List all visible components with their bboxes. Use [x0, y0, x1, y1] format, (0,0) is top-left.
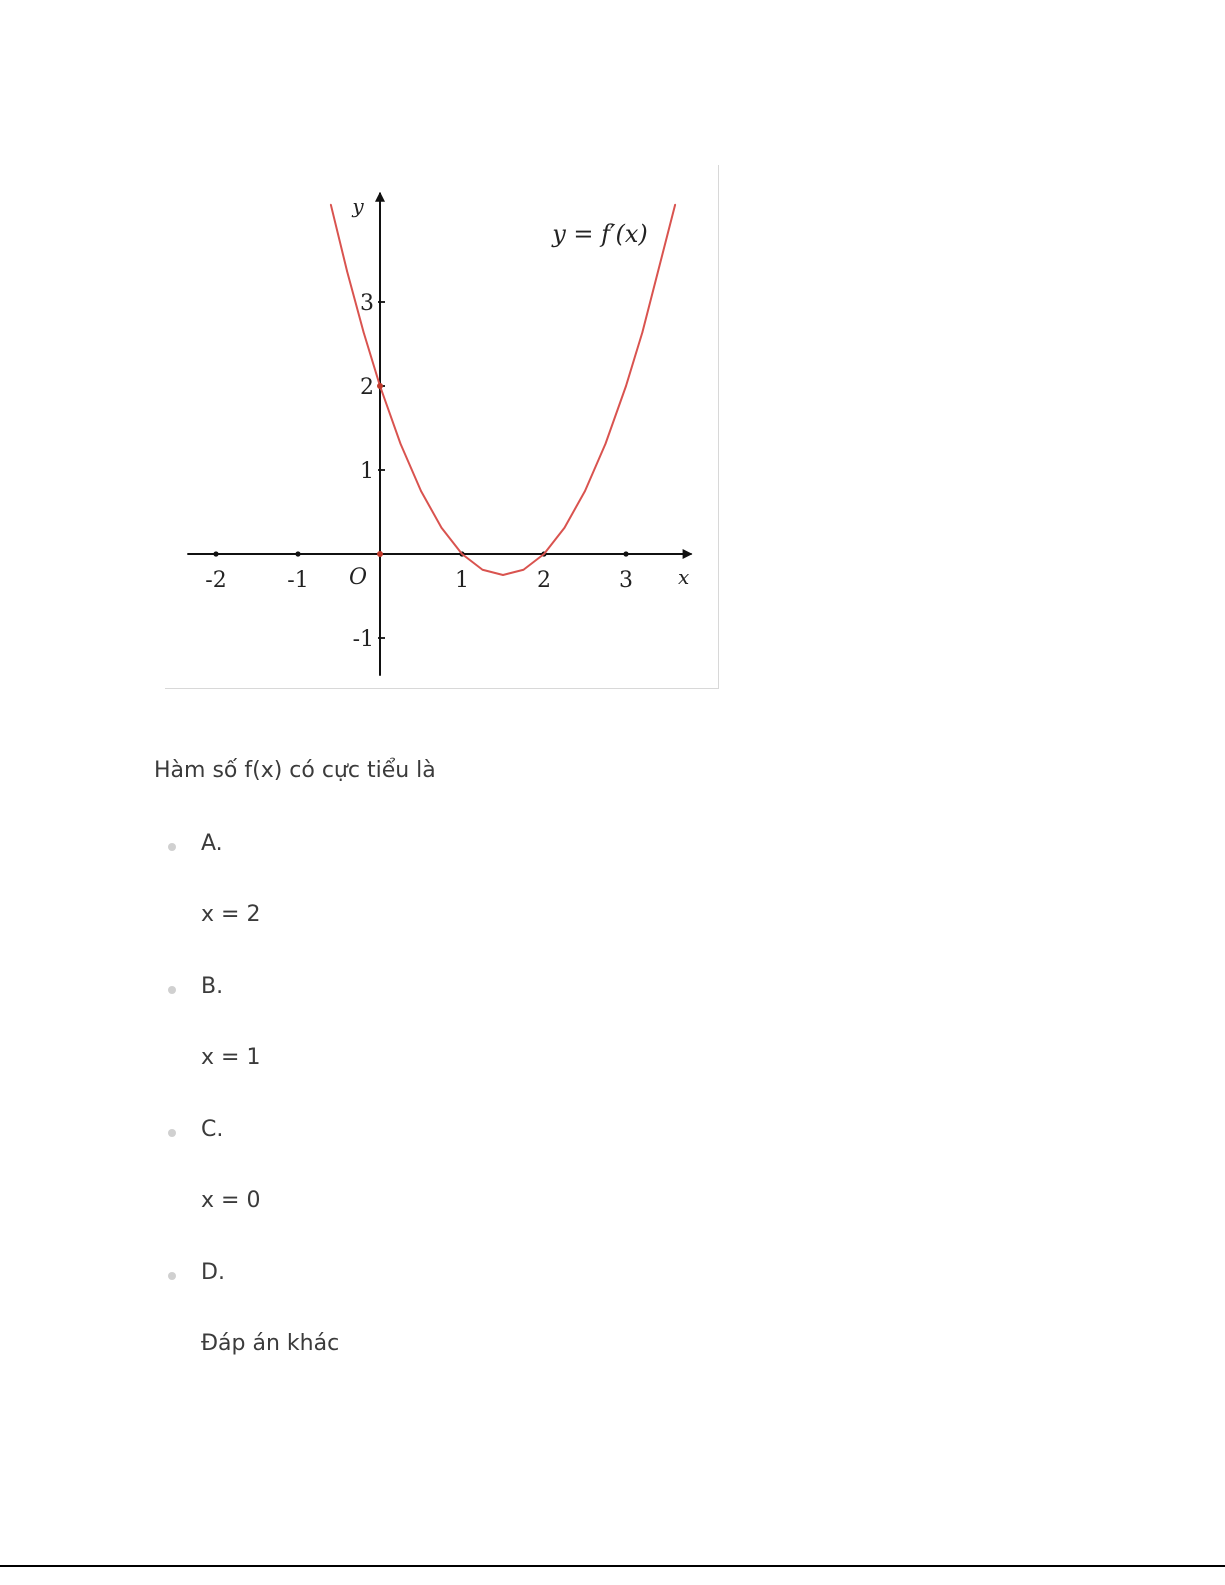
option-b-label: B.: [201, 974, 224, 999]
bullet-icon: [168, 1129, 176, 1137]
bullet-icon: [168, 843, 176, 851]
origin-point: [377, 551, 383, 557]
derivative-graph: [165, 165, 720, 690]
curve-point: [346, 271, 348, 273]
option-d-text: Đáp án khác: [201, 1331, 340, 1356]
x-tick-mark: [295, 551, 300, 556]
curve-point: [400, 443, 402, 445]
y-tick-label: 1: [360, 459, 374, 484]
option-c-text: x = 0: [201, 1188, 261, 1213]
curve-point: [642, 331, 644, 333]
x-tick-label: 1: [455, 568, 469, 593]
y-intercept-point: [377, 383, 383, 389]
origin-label: O: [348, 565, 368, 590]
question-text: Hàm số f(x) có cực tiểu là: [154, 758, 436, 783]
y-tick-label: 2: [360, 375, 374, 400]
x-tick-label: -1: [287, 568, 309, 593]
curve-point: [674, 204, 676, 206]
option-a-label: A.: [201, 831, 223, 856]
bullet-icon: [168, 1272, 176, 1280]
x-tick-label: 3: [619, 568, 633, 593]
option-a-text: x = 2: [201, 902, 261, 927]
derivative-graph-figure: [165, 165, 720, 690]
y-axis-label: y: [352, 193, 364, 218]
curve-point: [363, 331, 365, 333]
curve-point: [584, 490, 586, 492]
curve-point: [523, 569, 525, 571]
curve-point: [625, 385, 627, 387]
curve-point: [564, 527, 566, 529]
x-tick-label: -2: [205, 568, 227, 593]
option-b-text: x = 1: [201, 1045, 261, 1070]
curve-point: [420, 490, 422, 492]
bullet-icon: [168, 986, 176, 994]
x-tick-mark: [623, 551, 628, 556]
option-c-label: C.: [201, 1117, 224, 1142]
curve-point: [502, 574, 504, 576]
curve-point: [441, 527, 443, 529]
curve-point: [461, 553, 463, 555]
y-tick-label: 3: [360, 291, 374, 316]
curve-point: [330, 204, 332, 206]
y-tick-label: -1: [352, 627, 374, 652]
function-label: y = f′(x): [552, 220, 648, 248]
page-bottom-rule: [0, 1565, 1225, 1567]
derivative-curve: [331, 205, 675, 575]
curve-point: [482, 569, 484, 571]
x-tick-mark: [213, 551, 218, 556]
curve-point: [605, 443, 607, 445]
x-tick-label: 2: [537, 568, 551, 593]
x-axis-label: x: [677, 565, 690, 589]
curve-point: [543, 553, 545, 555]
option-d-label: D.: [201, 1260, 225, 1285]
